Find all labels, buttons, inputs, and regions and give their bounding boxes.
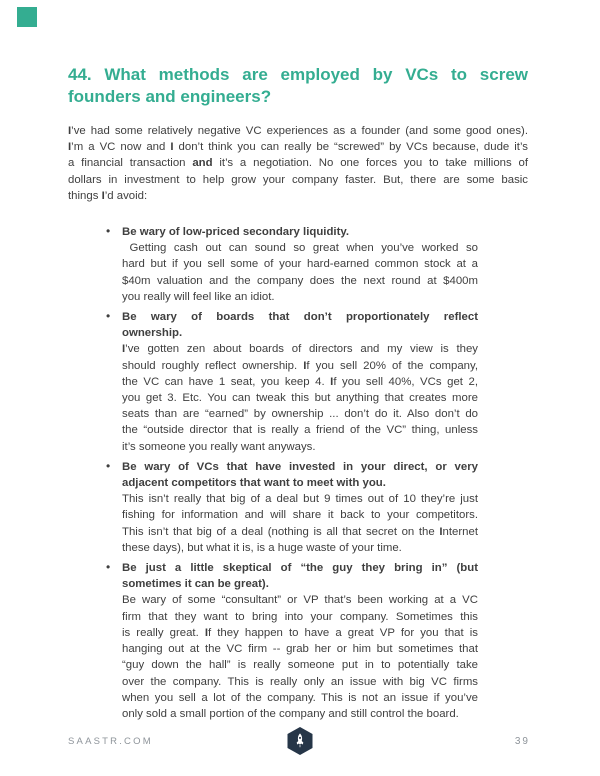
bullet-title: Be just a little skeptical of “the guy they bring in” (but sometimes it can be great). (122, 562, 478, 591)
bullet-icon: • (106, 309, 111, 324)
bullet-icon: • (106, 458, 111, 473)
bullet-body: Be wary of some “consultant” or VP that’s been working at a VC firm that they want to bring into your company. Sometimes this is really great. If they happen to have a great VP for you that is hanging out at the VC firm -- grab her or him but sometimes that “guy down the hall” is really someone put in to potentially take over the company. This is really only an issue with big VC firms when you sell a lot of the company. This is not an issue if you’ve only sold a small portion of the company and still control the board. (122, 594, 478, 720)
bullet-title: Be wary of low-priced secondary liquidity. (122, 226, 350, 239)
list-item (105, 224, 478, 305)
bullet-list (105, 224, 478, 722)
bullet-body: I’ve gotten zen about boards of directors and my view is they should roughly reflect ownership. If you sell 20% of the company, the VC can have 1 seat, you keep 4. If you sell 40%, VCs get 2, you get 3. Etc. You can tweak this but anything that creates more seats than are “earned” by ownership ... don’t do it. Also don’t do the “outside director that is really a friend of the VC” thing, unless it’s someone you really want anyways. (122, 343, 479, 453)
list-item (105, 560, 478, 722)
page-title: 44. What methods are employed by VCs to screw founders and engineers? (68, 65, 528, 106)
page-footer (68, 727, 532, 755)
footer-site-label: SAASTR.COM (68, 736, 153, 747)
list-item (105, 309, 478, 455)
bullet-body: Getting cash out can sound so great when you’ve worked so hard but if you sell some of your hard-earned common stock at a $40m valuation and the company does the next round at $400m you really will feel like an idiot. (122, 242, 478, 303)
bullet-title: Be wary of boards that don’t proportionately reflect ownership. (122, 311, 478, 340)
saastr-rocket-hexagon-icon (288, 727, 313, 755)
list-item (105, 459, 478, 556)
intro-paragraph: I’ve had some relatively negative VC experiences as a founder (and some good ones). I’m a VC now and I don’t think you can really be “screwed” by VCs because, dude it’s a financial transaction and it’s a negotiation. No one forces you to take millions of dollars in investment to help grow your company faster. But, there are some basic things I’d avoid: (68, 125, 529, 202)
page-content (68, 0, 528, 726)
bullet-icon: • (106, 224, 111, 239)
bullet-title: Be wary of VCs that have invested in your direct, or very adjacent competitors that want to meet with you. (122, 460, 478, 490)
page-number: 39 (514, 736, 530, 747)
bullet-body: This isn’t really that big of a deal but 9 times out of 10 they’re just fishing for information and will share it back to your competitors. This isn’t that big of a deal (nothing is all that secret on the Internet these days), but what it is, is a huge waste of your time. (122, 493, 478, 554)
bullet-icon: • (106, 560, 111, 575)
corner-accent-square (17, 7, 37, 27)
